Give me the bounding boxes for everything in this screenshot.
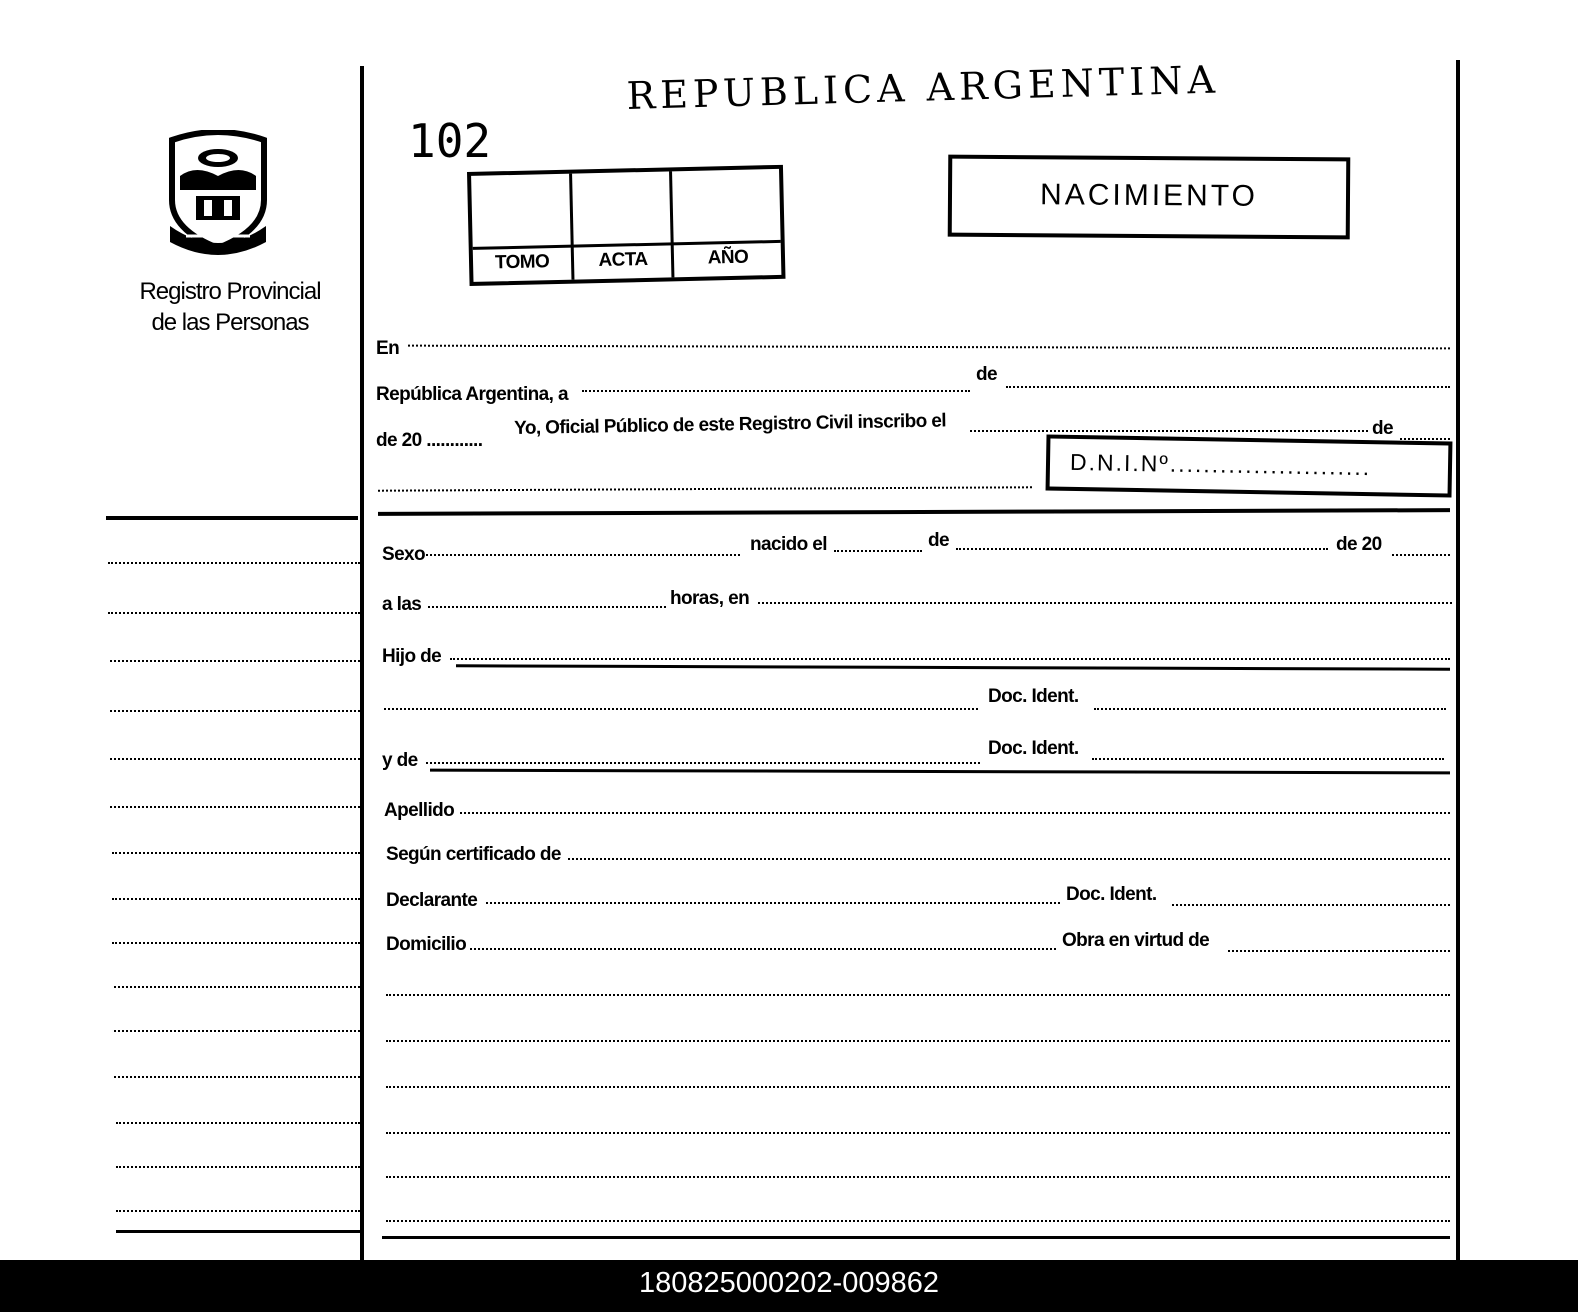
field-padre[interactable] [450,658,1450,660]
label-segun: Según certificado de [386,844,561,865]
left-line-13[interactable] [116,1122,360,1124]
label-de20-b: de 20 [1336,534,1382,555]
left-divider [106,516,358,520]
left-line-11[interactable] [114,1030,360,1032]
label-doc-ident-3: Doc. Ident. [1066,884,1157,905]
label-doc-ident-1: Doc. Ident. [988,686,1079,707]
label-y-de: y de [382,750,418,771]
tomo-label: TOMO [494,251,550,274]
registry-boxes [467,165,786,286]
field-obra[interactable] [1228,950,1450,952]
field-lugar[interactable] [758,602,1452,604]
field-apellido[interactable] [460,812,1450,814]
left-line-15[interactable] [116,1210,360,1212]
left-line-4[interactable] [110,710,360,712]
blank-line-6[interactable] [386,1220,1450,1222]
label-declarante: Declarante [386,890,478,911]
left-border [360,66,364,1262]
blank-line-3[interactable] [386,1086,1450,1088]
field-madre[interactable] [426,762,980,764]
label-republica: República Argentina, a [376,384,568,405]
blank-line-1[interactable] [386,994,1450,996]
field-de-2[interactable] [1400,438,1450,440]
acta-label: ACTA [598,248,648,272]
field-dia[interactable] [582,390,970,392]
blank-line-5[interactable] [386,1176,1450,1178]
underline-padre [456,664,1450,670]
label-en: En [376,338,400,359]
left-line-7[interactable] [112,852,360,854]
field-doc-1[interactable] [1094,708,1446,710]
left-line-14[interactable] [116,1166,360,1168]
label-domicilio: Domicilio [386,934,467,955]
blank-line-2[interactable] [386,1040,1450,1042]
left-line-12[interactable] [114,1076,360,1078]
blank-line-4[interactable] [386,1132,1450,1134]
label-de-3: de [928,530,949,551]
field-doc-3[interactable] [1172,904,1450,906]
dni-box[interactable]: D.N.I.Nº........................ [1046,434,1453,497]
country-title: REPUBLICA ARGENTINA [626,57,1221,118]
field-anio-nac[interactable] [1392,554,1450,556]
field-mes-nac[interactable] [956,548,1328,550]
field-en[interactable] [408,345,1450,350]
left-divider-bottom [116,1230,360,1233]
field-domicilio[interactable] [470,948,1056,950]
label-nacido: nacido el [750,534,827,555]
label-sexo: Sexo [382,544,426,565]
field-hora[interactable] [428,606,666,608]
left-line-5[interactable] [110,758,360,760]
label-horas-en: horas, en [670,588,750,609]
organization-name: Registro Provincial de las Personas [139,278,321,336]
label-de-1: de [976,364,997,385]
footer-code: 180825000202-009862 [0,1260,1578,1312]
label-hijo-de: Hijo de [382,646,442,667]
label-apellido: Apellido [384,800,455,821]
left-line-1[interactable] [108,562,360,564]
label-de-2: de [1372,418,1393,439]
field-mes[interactable] [1006,386,1450,388]
field-sexo[interactable] [426,554,740,556]
left-line-8[interactable] [112,898,360,900]
left-line-10[interactable] [114,986,360,988]
section-divider-bottom [382,1236,1450,1239]
left-line-6[interactable] [110,806,360,808]
left-line-9[interactable] [112,942,360,944]
left-line-2[interactable] [108,612,360,614]
field-inscribo[interactable] [970,430,1368,432]
field-nacido[interactable] [834,550,922,552]
field-doc-2[interactable] [1092,758,1444,760]
underline-madre [430,769,1450,775]
field-padre-2[interactable] [384,708,978,710]
field-segun[interactable] [568,858,1450,860]
label-doc-ident-2: Doc. Ident. [988,738,1079,759]
right-border [1456,60,1460,1262]
field-declarante[interactable] [486,902,1060,904]
document-type-box: NACIMIENTO [948,155,1351,240]
label-de20: de 20 ............ [376,430,483,451]
left-line-3[interactable] [110,660,360,662]
label-obra: Obra en virtud de [1062,930,1210,951]
section-divider-1 [378,508,1450,516]
label-oficial: Yo, Oficial Público de este Registro Civil inscribo el [514,410,947,439]
field-nombre[interactable] [378,486,1032,491]
provincial-seal-logo [166,130,270,258]
form-number: 102 [408,114,492,168]
label-a-las: a las [382,594,422,615]
ano-label: AÑO [707,246,749,269]
